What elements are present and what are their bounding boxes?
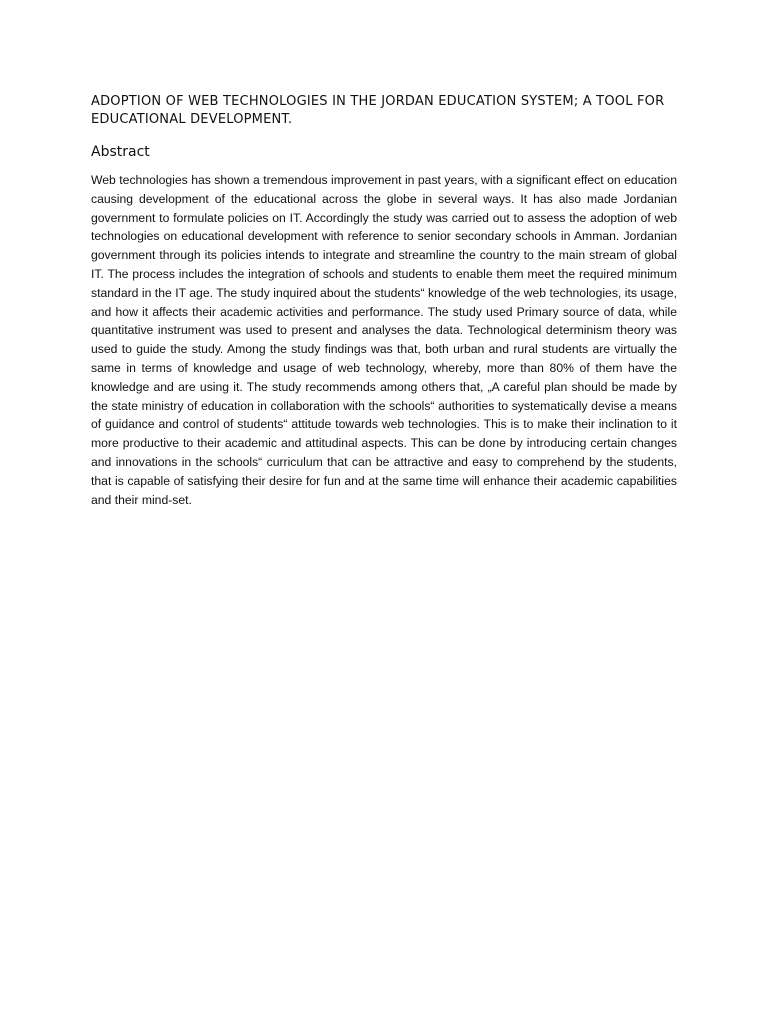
paper-title: ADOPTION OF WEB TECHNOLOGIES IN THE JORDAN EDUCATION SYSTEM; A TOOL FOR EDUCATIONAL DEVELOPMENT. [91, 94, 665, 127]
abstract-paragraph: Web technologies has shown a tremendous improvement in past years, with a significant effect on education causing development of the educational across the globe in several ways. It has also made Jordanian government to formulate policies on IT. Accordingly the study was carried out to assess the adoption of web technologies on educational development with reference to senior secondary schools in Amman. Jordanian government through its policies intends to integrate and streamline the country to the main stream of global IT. The process includes the integration of schools and students to enable them meet the required minimum standard in the IT age. The study inquired about the students“ knowledge of the web technologies, its usage, and how it affects their academic activities and performance. The study used Primary source of data, while quantitative instrument was used to present and analyses the data. Technological determinism theory was used to guide the study. Among the study findings was that, both urban and rural students are virtually the same in terms of knowledge and usage of web technology, whereby, more than 80% of them have the knowledge and are using it. The study recommends among others that, „A careful plan should be made by the state ministry of education in collaboration with the schools“ authorities to systematically devise a means of guidance and control of students“ attitude towards web technologies. This is to make their inclination to it more productive to their academic and attitudinal aspects. This can be done by introducing certain changes and innovations in the schools“ curriculum that can be attractive and easy to comprehend by the students, that is capable of satisfying their desire for fun and at the same time will enhance their academic capabilities and their mind-set. [91, 173, 677, 507]
abstract-heading: Abstract [91, 144, 150, 160]
paper-page [91, 93, 677, 509]
